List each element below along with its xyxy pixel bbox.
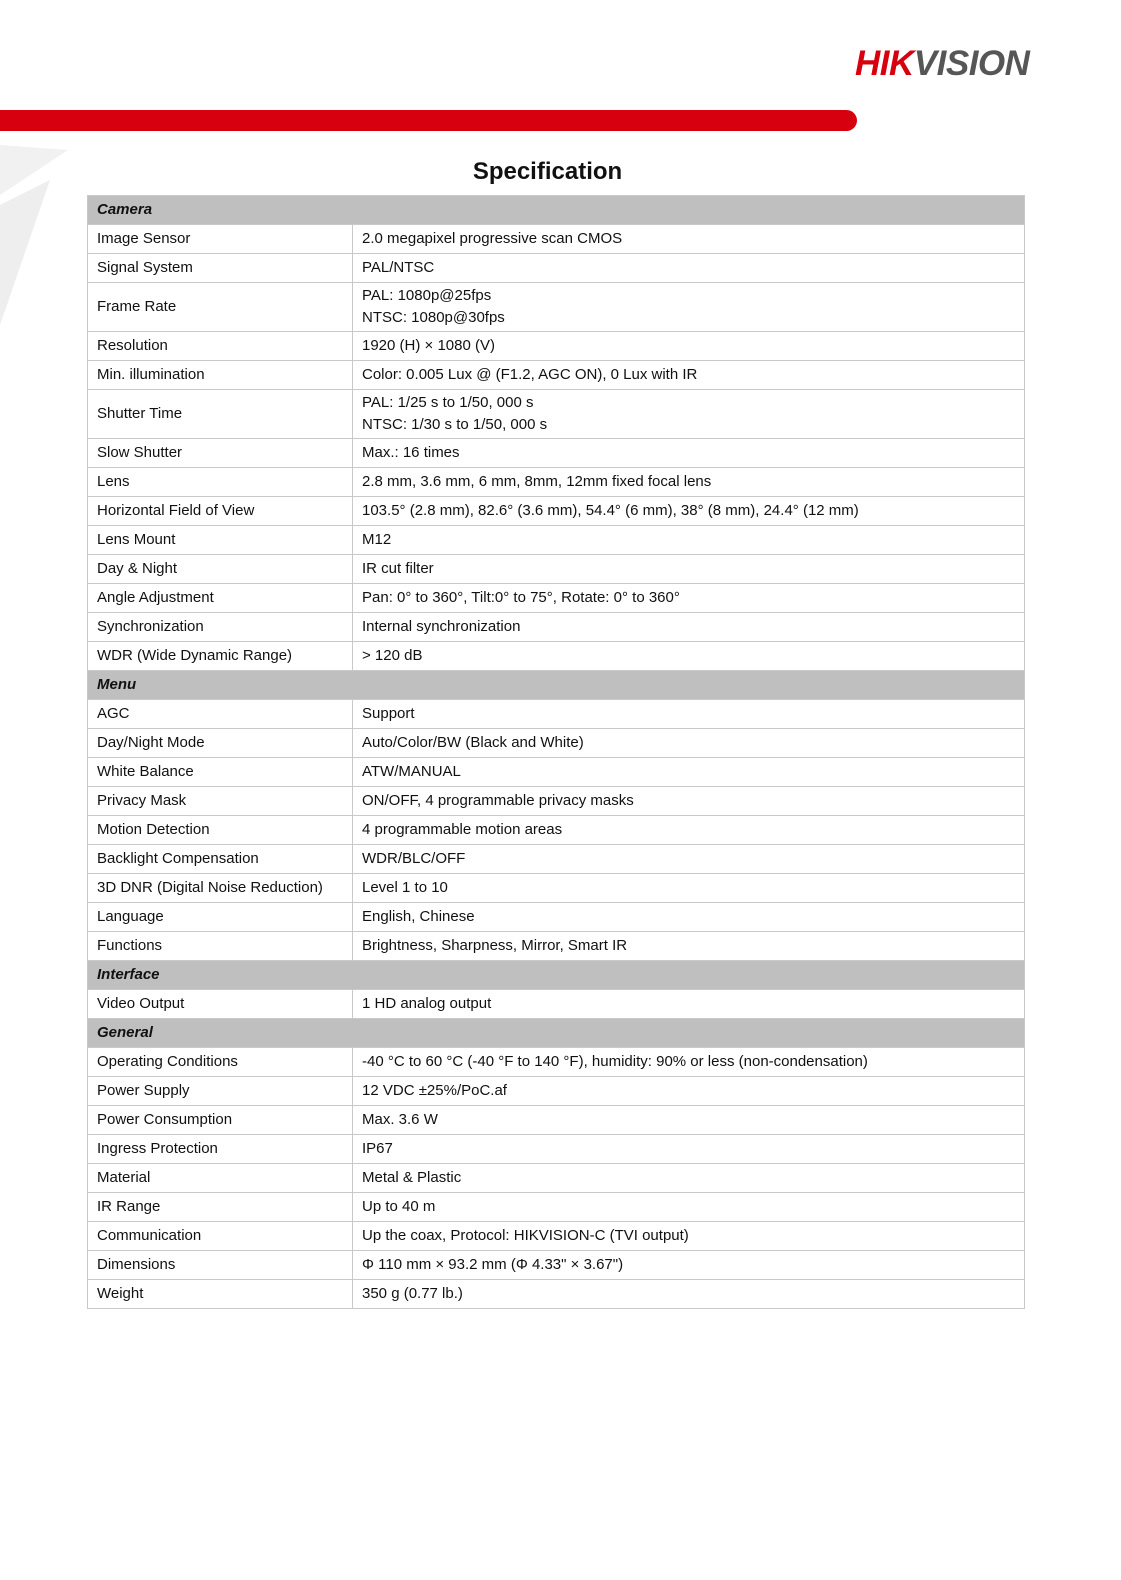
spec-label: Functions bbox=[88, 932, 353, 961]
table-row bbox=[88, 1135, 1025, 1164]
spec-value bbox=[353, 787, 1025, 816]
spec-value bbox=[353, 1135, 1025, 1164]
spec-value-line: IP67 bbox=[362, 1140, 393, 1157]
table-row bbox=[88, 787, 1025, 816]
spec-value-line: 4 programmable motion areas bbox=[362, 821, 563, 838]
table-row bbox=[88, 729, 1025, 758]
spec-value-line: PAL: 1080p@25fps bbox=[362, 287, 492, 304]
spec-value-line: Up to 40 m bbox=[362, 1198, 436, 1215]
section-title: Camera bbox=[88, 196, 1025, 225]
spec-value-line: 350 g (0.77 lb.) bbox=[362, 1285, 463, 1302]
spec-value bbox=[353, 584, 1025, 613]
spec-value-line: Internal synchronization bbox=[362, 618, 521, 635]
spec-value-line: 1 HD analog output bbox=[362, 995, 492, 1012]
table-row bbox=[88, 903, 1025, 932]
spec-value-line: Support bbox=[362, 705, 415, 722]
logo-part-vision: VISION bbox=[913, 44, 1030, 83]
spec-value bbox=[353, 1280, 1025, 1309]
table-row bbox=[88, 1222, 1025, 1251]
spec-value-line: ATW/MANUAL bbox=[362, 763, 461, 780]
spec-label: Frame Rate bbox=[88, 283, 353, 332]
section-title: Menu bbox=[88, 671, 1025, 700]
spec-label: Video Output bbox=[88, 990, 353, 1019]
table-row bbox=[88, 816, 1025, 845]
table-row bbox=[88, 332, 1025, 361]
spec-label: Dimensions bbox=[88, 1251, 353, 1280]
section-header-row bbox=[88, 196, 1025, 225]
logo-part-hik: HIK bbox=[855, 44, 914, 83]
table-row bbox=[88, 642, 1025, 671]
table-row bbox=[88, 283, 1025, 332]
spec-value-line: 2.8 mm, 3.6 mm, 6 mm, 8mm, 12mm fixed focal lens bbox=[362, 473, 712, 490]
header-red-bar bbox=[0, 110, 857, 131]
page-title: Specification bbox=[472, 158, 623, 185]
table-row bbox=[88, 1251, 1025, 1280]
spec-label: Day & Night bbox=[88, 555, 353, 584]
spec-value-line: Φ 110 mm × 93.2 mm (Φ 4.33" × 3.67") bbox=[362, 1256, 624, 1273]
spec-label: Power Consumption bbox=[88, 1106, 353, 1135]
spec-label: Min. illumination bbox=[88, 361, 353, 390]
table-row bbox=[88, 526, 1025, 555]
spec-value bbox=[353, 526, 1025, 555]
spec-value-line: Pan: 0° to 360°, Tilt:0° to 75°, Rotate: 0° to 360° bbox=[362, 589, 680, 606]
spec-label: Image Sensor bbox=[88, 225, 353, 254]
spec-value bbox=[353, 1222, 1025, 1251]
spec-value bbox=[353, 903, 1025, 932]
spec-value-line: NTSC: 1/30 s to 1/50, 000 s bbox=[362, 416, 548, 433]
spec-value-line: Auto/Color/BW (Black and White) bbox=[362, 734, 584, 751]
table-row bbox=[88, 254, 1025, 283]
spec-value bbox=[353, 468, 1025, 497]
spec-value bbox=[353, 990, 1025, 1019]
spec-label: Resolution bbox=[88, 332, 353, 361]
table-row bbox=[88, 225, 1025, 254]
table-row bbox=[88, 468, 1025, 497]
table-row bbox=[88, 361, 1025, 390]
spec-value bbox=[353, 332, 1025, 361]
table-row bbox=[88, 584, 1025, 613]
table-row bbox=[88, 1280, 1025, 1309]
spec-value bbox=[353, 642, 1025, 671]
table-row bbox=[88, 874, 1025, 903]
table-row bbox=[88, 390, 1025, 439]
spec-label: Ingress Protection bbox=[88, 1135, 353, 1164]
section-header-row bbox=[88, 1019, 1025, 1048]
spec-label: Weight bbox=[88, 1280, 353, 1309]
spec-label: Synchronization bbox=[88, 613, 353, 642]
spec-value-line: Metal & Plastic bbox=[362, 1169, 462, 1186]
spec-value bbox=[353, 1164, 1025, 1193]
table-row bbox=[88, 497, 1025, 526]
spec-value bbox=[353, 254, 1025, 283]
spec-value-line: IR cut filter bbox=[362, 560, 434, 577]
spec-value-line: M12 bbox=[362, 531, 392, 548]
spec-label: Communication bbox=[88, 1222, 353, 1251]
table-row bbox=[88, 555, 1025, 584]
spec-value-line: Level 1 to 10 bbox=[362, 879, 448, 896]
spec-value-line: PAL/NTSC bbox=[362, 259, 435, 276]
spec-label: Signal System bbox=[88, 254, 353, 283]
spec-value bbox=[353, 758, 1025, 787]
spec-value bbox=[353, 390, 1025, 439]
spec-label: WDR (Wide Dynamic Range) bbox=[88, 642, 353, 671]
spec-label: Motion Detection bbox=[88, 816, 353, 845]
spec-value bbox=[353, 497, 1025, 526]
spec-value-line: Color: 0.005 Lux @ (F1.2, AGC ON), 0 Lux with IR bbox=[362, 366, 698, 383]
spec-value-line: 1920 (H) × 1080 (V) bbox=[362, 337, 495, 354]
spec-value-line: 12 VDC ±25%/PoC.af bbox=[362, 1082, 507, 1099]
spec-value bbox=[353, 225, 1025, 254]
spec-value bbox=[353, 700, 1025, 729]
table-row bbox=[88, 990, 1025, 1019]
table-row bbox=[88, 613, 1025, 642]
spec-label: Backlight Compensation bbox=[88, 845, 353, 874]
table-row bbox=[88, 1193, 1025, 1222]
spec-value bbox=[353, 361, 1025, 390]
spec-label: Day/Night Mode bbox=[88, 729, 353, 758]
table-row bbox=[88, 845, 1025, 874]
spec-value bbox=[353, 1106, 1025, 1135]
spec-value bbox=[353, 874, 1025, 903]
spec-value-line: English, Chinese bbox=[362, 908, 475, 925]
spec-value-line: Up the coax, Protocol: HIKVISION-C (TVI output) bbox=[362, 1227, 689, 1244]
spec-label: Operating Conditions bbox=[88, 1048, 353, 1077]
spec-label: Language bbox=[88, 903, 353, 932]
spec-label: Horizontal Field of View bbox=[88, 497, 353, 526]
table-row bbox=[88, 1077, 1025, 1106]
spec-label: AGC bbox=[88, 700, 353, 729]
spec-value bbox=[353, 613, 1025, 642]
spec-label: Slow Shutter bbox=[88, 439, 353, 468]
spec-label: Lens bbox=[88, 468, 353, 497]
spec-value bbox=[353, 932, 1025, 961]
spec-value bbox=[353, 439, 1025, 468]
table-row bbox=[88, 1164, 1025, 1193]
table-row bbox=[88, 758, 1025, 787]
spec-value bbox=[353, 1251, 1025, 1280]
spec-value-line: > 120 dB bbox=[362, 647, 423, 664]
spec-value-line: 2.0 megapixel progressive scan CMOS bbox=[362, 230, 623, 247]
spec-value bbox=[353, 1077, 1025, 1106]
spec-label: Material bbox=[88, 1164, 353, 1193]
spec-value-line: NTSC: 1080p@30fps bbox=[362, 309, 505, 326]
spec-value-line: WDR/BLC/OFF bbox=[362, 850, 466, 867]
table-row bbox=[88, 439, 1025, 468]
spec-label: White Balance bbox=[88, 758, 353, 787]
section-header-row bbox=[88, 961, 1025, 990]
spec-label: Lens Mount bbox=[88, 526, 353, 555]
spec-label: IR Range bbox=[88, 1193, 353, 1222]
spec-value-line: PAL: 1/25 s to 1/50, 000 s bbox=[362, 394, 534, 411]
spec-label: Angle Adjustment bbox=[88, 584, 353, 613]
table-row bbox=[88, 932, 1025, 961]
spec-value bbox=[353, 1193, 1025, 1222]
spec-label: Privacy Mask bbox=[88, 787, 353, 816]
spec-label: 3D DNR (Digital Noise Reduction) bbox=[88, 874, 353, 903]
table-row bbox=[88, 700, 1025, 729]
hikvision-logo bbox=[855, 44, 1029, 84]
spec-value-line: ON/OFF, 4 programmable privacy masks bbox=[362, 792, 634, 809]
spec-label: Power Supply bbox=[88, 1077, 353, 1106]
section-header-row bbox=[88, 671, 1025, 700]
table-row bbox=[88, 1048, 1025, 1077]
spec-label: Shutter Time bbox=[88, 390, 353, 439]
table-row bbox=[88, 1106, 1025, 1135]
spec-value bbox=[353, 555, 1025, 584]
spec-value bbox=[353, 283, 1025, 332]
section-title: General bbox=[88, 1019, 1025, 1048]
spec-value bbox=[353, 816, 1025, 845]
spec-value-line: 103.5° (2.8 mm), 82.6° (3.6 mm), 54.4° (6 mm), 38° (8 mm), 24.4° (12 mm) bbox=[362, 502, 859, 519]
spec-value bbox=[353, 1048, 1025, 1077]
spec-value-line: Brightness, Sharpness, Mirror, Smart IR bbox=[362, 937, 628, 954]
section-title: Interface bbox=[88, 961, 1025, 990]
spec-table bbox=[87, 195, 1025, 1309]
spec-value-line: Max.: 16 times bbox=[362, 444, 460, 461]
spec-value bbox=[353, 845, 1025, 874]
spec-value-line: Max. 3.6 W bbox=[362, 1111, 438, 1128]
spec-value-line: -40 °C to 60 °C (-40 °F to 140 °F), humidity: 90% or less (non-condensation) bbox=[362, 1053, 868, 1070]
spec-value bbox=[353, 729, 1025, 758]
